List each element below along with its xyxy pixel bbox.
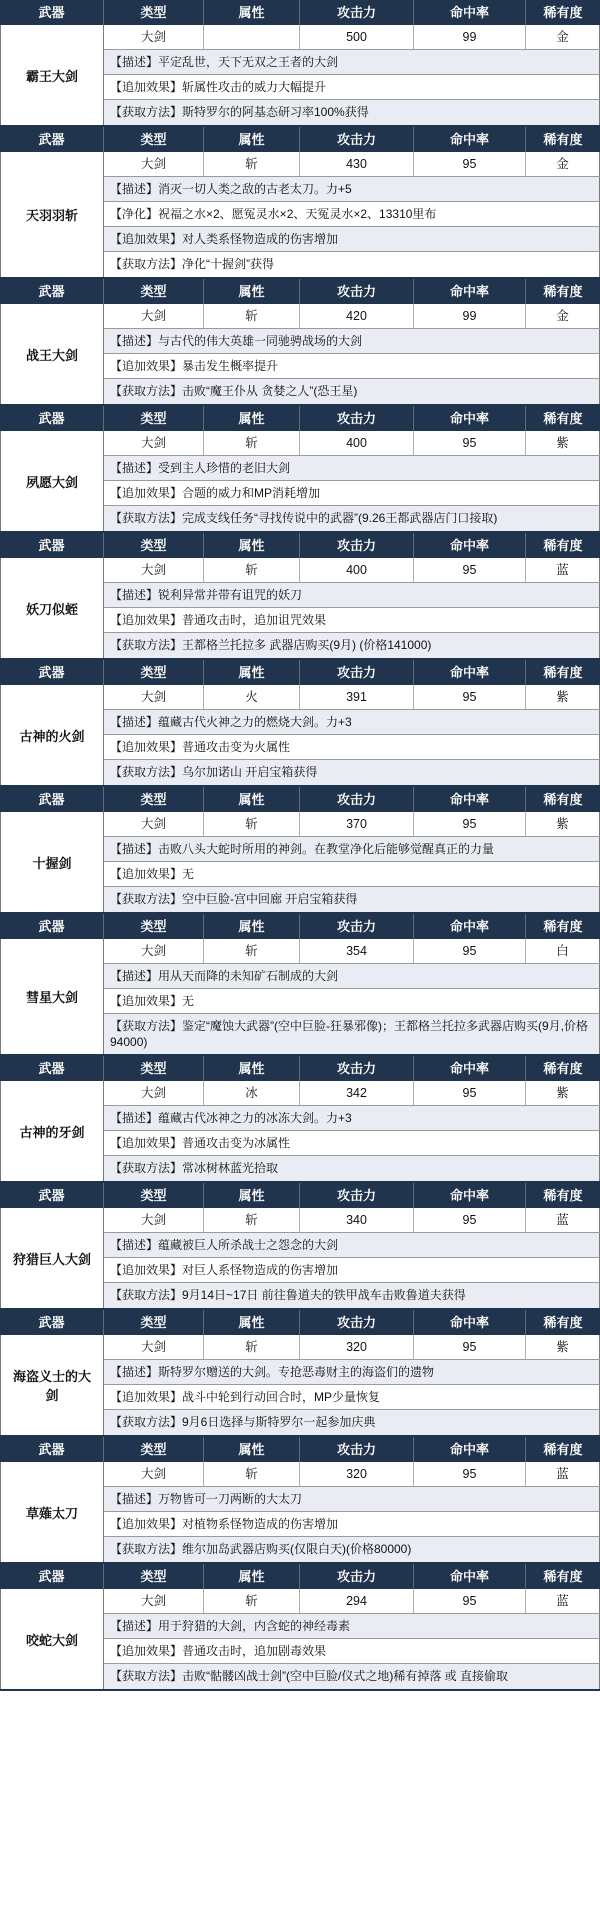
info-row: 【获取方法】击败“骷髅凶战士剑”(空中巨脸/仪式之地)稀有掉落 或 直接偷取: [104, 1664, 600, 1689]
stat-hit: 95: [414, 939, 526, 963]
header-hit: 命中率: [414, 787, 526, 812]
header-weapon: 武器: [0, 406, 104, 431]
stat-atk: 500: [300, 25, 414, 49]
header-rarity: 稀有度: [526, 660, 600, 685]
weapon-block: [0, 1183, 600, 1310]
info-row: 【获取方法】9月14日~17日 前往鲁道夫的铁甲战车击败鲁道夫获得: [104, 1283, 600, 1308]
header-row: [104, 1056, 600, 1081]
header-atk: 攻击力: [300, 533, 414, 558]
stat-atk: 320: [300, 1335, 414, 1359]
stat-type: 大剑: [104, 1462, 204, 1486]
header-weapon: 武器: [0, 1310, 104, 1335]
stat-type: 大剑: [104, 558, 204, 582]
weapon-block: [0, 533, 600, 660]
stat-hit: 95: [414, 152, 526, 176]
header-hit: 命中率: [414, 1437, 526, 1462]
stat-atk: 391: [300, 685, 414, 709]
stat-type: 大剑: [104, 1081, 204, 1105]
header-row: [104, 914, 600, 939]
stat-attr: 斩: [204, 1462, 300, 1486]
weapon-block: [0, 1564, 600, 1691]
weapon-name: 天羽羽斩: [0, 152, 104, 277]
info-row: 【获取方法】维尔加岛武器店购买(仅限白天)(价格80000): [104, 1537, 600, 1562]
stat-rarity: 金: [526, 304, 600, 328]
stat-hit: 95: [414, 1081, 526, 1105]
weapon-block: [0, 1310, 600, 1437]
weapon-details: [104, 152, 600, 277]
header-hit: 命中率: [414, 1310, 526, 1335]
header-atk: 攻击力: [300, 279, 414, 304]
stat-type: 大剑: [104, 685, 204, 709]
header-hit: 命中率: [414, 660, 526, 685]
stat-row: [104, 1462, 600, 1487]
stat-hit: 95: [414, 558, 526, 582]
stat-atk: 430: [300, 152, 414, 176]
header-row: [104, 1310, 600, 1335]
weapon-name: 狩猎巨人大剑: [0, 1208, 104, 1308]
stat-rarity: 金: [526, 25, 600, 49]
stat-atk: 400: [300, 558, 414, 582]
weapon-name: 彗星大剑: [0, 939, 104, 1054]
stat-attr: 斩: [204, 1208, 300, 1232]
stat-type: 大剑: [104, 939, 204, 963]
weapon-details: [104, 25, 600, 125]
stat-attr: 斩: [204, 939, 300, 963]
weapon-block: [0, 1437, 600, 1564]
stat-rarity: 紫: [526, 812, 600, 836]
stat-atk: 320: [300, 1462, 414, 1486]
header-atk: 攻击力: [300, 1310, 414, 1335]
header-row: [104, 1437, 600, 1462]
info-row: 【描述】击败八头大蛇时所用的神剑。在教堂净化后能够觉醒真正的力量: [104, 837, 600, 862]
header-atk: 攻击力: [300, 787, 414, 812]
info-row: 【获取方法】9月6日选择与斯特罗尔一起参加庆典: [104, 1410, 600, 1435]
header-hit: 命中率: [414, 533, 526, 558]
stat-atk: 354: [300, 939, 414, 963]
header-attr: 属性: [204, 914, 300, 939]
header-weapon: 武器: [0, 279, 104, 304]
header-type: 类型: [104, 787, 204, 812]
stat-rarity: 蓝: [526, 1589, 600, 1613]
header-type: 类型: [104, 1310, 204, 1335]
header-weapon: 武器: [0, 787, 104, 812]
stat-atk: 294: [300, 1589, 414, 1613]
header-hit: 命中率: [414, 1183, 526, 1208]
stat-row: [104, 431, 600, 456]
stat-atk: 370: [300, 812, 414, 836]
header-attr: 属性: [204, 279, 300, 304]
header-rarity: 稀有度: [526, 406, 600, 431]
header-row: [104, 533, 600, 558]
header-attr: 属性: [204, 660, 300, 685]
info-row: 【追加效果】普通攻击时，追加剧毒效果: [104, 1639, 600, 1664]
weapon-details: [104, 812, 600, 912]
info-row: 【描述】锐利异常并带有诅咒的妖刀: [104, 583, 600, 608]
header-row: [104, 0, 600, 25]
stat-row: [104, 152, 600, 177]
header-type: 类型: [104, 279, 204, 304]
header-weapon: 武器: [0, 660, 104, 685]
info-row: 【追加效果】普通攻击时，追加诅咒效果: [104, 608, 600, 633]
header-rarity: 稀有度: [526, 0, 600, 25]
stat-attr: 斩: [204, 431, 300, 455]
header-hit: 命中率: [414, 406, 526, 431]
stat-hit: 95: [414, 1589, 526, 1613]
header-attr: 属性: [204, 0, 300, 25]
stat-row: [104, 1081, 600, 1106]
header-atk: 攻击力: [300, 127, 414, 152]
info-row: 【描述】用从天而降的未知矿石制成的大剑: [104, 964, 600, 989]
stat-type: 大剑: [104, 812, 204, 836]
weapon-block: [0, 660, 600, 787]
stat-rarity: 紫: [526, 1335, 600, 1359]
info-row: 【描述】平定乱世，天下无双之王者的大剑: [104, 50, 600, 75]
header-weapon: 武器: [0, 1056, 104, 1081]
info-row: 【获取方法】鉴定“魔蚀大武器”(空中巨脸-狂暴邪像)；王都格兰托拉多武器店购买(9月,价格94000): [104, 1014, 600, 1054]
weapon-block: [0, 914, 600, 1056]
header-type: 类型: [104, 0, 204, 25]
header-row: [104, 1564, 600, 1589]
weapon-name: 古神的牙剑: [0, 1081, 104, 1181]
stat-hit: 99: [414, 304, 526, 328]
stat-rarity: 紫: [526, 1081, 600, 1105]
header-attr: 属性: [204, 406, 300, 431]
weapon-block: [0, 1056, 600, 1183]
stat-attr: [204, 25, 300, 49]
weapon-name: 海盗义士的大剑: [0, 1335, 104, 1435]
stat-attr: 斩: [204, 558, 300, 582]
weapon-block: [0, 127, 600, 279]
header-hit: 命中率: [414, 914, 526, 939]
header-row: [104, 127, 600, 152]
info-row: 【追加效果】普通攻击变为火属性: [104, 735, 600, 760]
info-row: 【描述】蕴藏被巨人所杀战士之怨念的大剑: [104, 1233, 600, 1258]
header-type: 类型: [104, 1183, 204, 1208]
header-rarity: 稀有度: [526, 1564, 600, 1589]
header-rarity: 稀有度: [526, 279, 600, 304]
header-rarity: 稀有度: [526, 1056, 600, 1081]
header-rarity: 稀有度: [526, 127, 600, 152]
header-attr: 属性: [204, 1437, 300, 1462]
header-hit: 命中率: [414, 127, 526, 152]
header-type: 类型: [104, 1437, 204, 1462]
stat-hit: 95: [414, 685, 526, 709]
header-type: 类型: [104, 1056, 204, 1081]
info-row: 【描述】万物皆可一刀两断的大太刀: [104, 1487, 600, 1512]
weapon-details: [104, 1589, 600, 1689]
info-row: 【描述】消灭一切人类之敌的古老太刀。力+5: [104, 177, 600, 202]
info-row: 【描述】与古代的伟大英雄一同驰骋战场的大剑: [104, 329, 600, 354]
weapon-name: 古神的火剑: [0, 685, 104, 785]
info-row: 【描述】斯特罗尔赠送的大剑。专抢恶毒财主的海盗们的遗物: [104, 1360, 600, 1385]
header-type: 类型: [104, 127, 204, 152]
header-type: 类型: [104, 1564, 204, 1589]
stat-rarity: 紫: [526, 685, 600, 709]
stat-row: [104, 304, 600, 329]
info-row: 【获取方法】常冰树林蓝光拾取: [104, 1156, 600, 1181]
info-row: 【追加效果】暴击发生概率提升: [104, 354, 600, 379]
header-atk: 攻击力: [300, 1056, 414, 1081]
weapon-details: [104, 431, 600, 531]
header-type: 类型: [104, 914, 204, 939]
header-weapon: 武器: [0, 1564, 104, 1589]
info-row: 【获取方法】斯特罗尔的阿基态研习率100%获得: [104, 100, 600, 125]
header-attr: 属性: [204, 1183, 300, 1208]
header-attr: 属性: [204, 787, 300, 812]
stat-attr: 斩: [204, 812, 300, 836]
weapon-name: 十握剑: [0, 812, 104, 912]
weapon-name: 战王大剑: [0, 304, 104, 404]
stat-row: [104, 1335, 600, 1360]
weapon-name: 霸王大剑: [0, 25, 104, 125]
header-weapon: 武器: [0, 533, 104, 558]
stat-hit: 95: [414, 1462, 526, 1486]
stat-atk: 420: [300, 304, 414, 328]
stat-attr: 冰: [204, 1081, 300, 1105]
stat-type: 大剑: [104, 431, 204, 455]
weapon-block: [0, 279, 600, 406]
weapon-name: 夙愿大剑: [0, 431, 104, 531]
header-weapon: 武器: [0, 1437, 104, 1462]
stat-hit: 95: [414, 1335, 526, 1359]
info-row: 【追加效果】无: [104, 989, 600, 1014]
info-row: 【获取方法】完成支线任务“寻找传说中的武器”(9.26王都武器店门口接取): [104, 506, 600, 531]
stat-hit: 95: [414, 431, 526, 455]
header-weapon: 武器: [0, 127, 104, 152]
weapon-block: [0, 787, 600, 914]
header-hit: 命中率: [414, 279, 526, 304]
header-attr: 属性: [204, 1056, 300, 1081]
header-row: [104, 660, 600, 685]
stat-row: [104, 685, 600, 710]
header-attr: 属性: [204, 533, 300, 558]
header-rarity: 稀有度: [526, 787, 600, 812]
header-hit: 命中率: [414, 0, 526, 25]
info-row: 【描述】蕴藏古代火神之力的燃烧大剑。力+3: [104, 710, 600, 735]
stat-attr: 斩: [204, 304, 300, 328]
stat-attr: 斩: [204, 1335, 300, 1359]
header-rarity: 稀有度: [526, 1310, 600, 1335]
stat-rarity: 蓝: [526, 558, 600, 582]
info-row: 【追加效果】对巨人系怪物造成的伤害增加: [104, 1258, 600, 1283]
stat-row: [104, 1208, 600, 1233]
header-row: [104, 279, 600, 304]
info-row: 【描述】用于狩猎的大剑，内含蛇的神经毒素: [104, 1614, 600, 1639]
header-type: 类型: [104, 660, 204, 685]
info-row: 【追加效果】斩属性攻击的威力大幅提升: [104, 75, 600, 100]
stat-row: [104, 812, 600, 837]
stat-row: [104, 939, 600, 964]
info-row: 【描述】受到主人珍惜的老旧大剑: [104, 456, 600, 481]
info-row: 【追加效果】对人类系怪物造成的伤害增加: [104, 227, 600, 252]
stat-attr: 火: [204, 685, 300, 709]
stat-hit: 95: [414, 812, 526, 836]
header-hit: 命中率: [414, 1056, 526, 1081]
stat-type: 大剑: [104, 304, 204, 328]
info-row: 【获取方法】击败“魔王仆从 贪婪之人”(恐王星): [104, 379, 600, 404]
header-atk: 攻击力: [300, 660, 414, 685]
weapon-details: [104, 1081, 600, 1181]
header-hit: 命中率: [414, 1564, 526, 1589]
info-row: 【追加效果】合题的威力和MP消耗增加: [104, 481, 600, 506]
header-row: [104, 1183, 600, 1208]
stat-row: [104, 558, 600, 583]
header-row: [104, 787, 600, 812]
info-row: 【获取方法】净化“十握剑”获得: [104, 252, 600, 277]
stat-type: 大剑: [104, 1208, 204, 1232]
stat-hit: 95: [414, 1208, 526, 1232]
info-row: 【获取方法】空中巨脸-宫中回廊 开启宝箱获得: [104, 887, 600, 912]
stat-atk: 340: [300, 1208, 414, 1232]
stat-type: 大剑: [104, 25, 204, 49]
header-type: 类型: [104, 533, 204, 558]
header-row: [104, 406, 600, 431]
stat-attr: 斩: [204, 1589, 300, 1613]
weapon-details: [104, 1208, 600, 1308]
weapon-details: [104, 558, 600, 658]
weapon-name: 草薙太刀: [0, 1462, 104, 1562]
info-row: 【描述】蕴藏古代冰神之力的冰冻大剑。力+3: [104, 1106, 600, 1131]
stat-attr: 斩: [204, 152, 300, 176]
header-attr: 属性: [204, 1310, 300, 1335]
weapon-details: [104, 1462, 600, 1562]
weapon-block: [0, 406, 600, 533]
header-rarity: 稀有度: [526, 533, 600, 558]
weapon-block: [0, 0, 600, 127]
stat-row: [104, 1589, 600, 1614]
weapon-details: [104, 685, 600, 785]
header-type: 类型: [104, 406, 204, 431]
header-attr: 属性: [204, 127, 300, 152]
header-atk: 攻击力: [300, 406, 414, 431]
stat-type: 大剑: [104, 1589, 204, 1613]
info-row: 【获取方法】乌尔加诺山 开启宝箱获得: [104, 760, 600, 785]
stat-type: 大剑: [104, 152, 204, 176]
stat-rarity: 紫: [526, 431, 600, 455]
stat-hit: 99: [414, 25, 526, 49]
info-row: 【净化】祝福之水×2、愿冤灵水×2、天冤灵水×2、13310里布: [104, 202, 600, 227]
info-row: 【追加效果】对植物系怪物造成的伤害增加: [104, 1512, 600, 1537]
stat-rarity: 金: [526, 152, 600, 176]
weapon-details: [104, 939, 600, 1054]
header-attr: 属性: [204, 1564, 300, 1589]
stat-rarity: 蓝: [526, 1462, 600, 1486]
header-atk: 攻击力: [300, 1564, 414, 1589]
header-rarity: 稀有度: [526, 914, 600, 939]
stat-row: [104, 25, 600, 50]
stat-atk: 400: [300, 431, 414, 455]
header-atk: 攻击力: [300, 914, 414, 939]
stat-atk: 342: [300, 1081, 414, 1105]
stat-rarity: 白: [526, 939, 600, 963]
header-weapon: 武器: [0, 0, 104, 25]
header-weapon: 武器: [0, 1183, 104, 1208]
header-rarity: 稀有度: [526, 1437, 600, 1462]
info-row: 【获取方法】王都格兰托拉多 武器店购买(9月) (价格141000): [104, 633, 600, 658]
weapon-details: [104, 304, 600, 404]
info-row: 【追加效果】普通攻击变为冰属性: [104, 1131, 600, 1156]
stat-type: 大剑: [104, 1335, 204, 1359]
header-weapon: 武器: [0, 914, 104, 939]
weapon-details: [104, 1335, 600, 1435]
weapon-name: 咬蛇大剑: [0, 1589, 104, 1689]
stat-rarity: 蓝: [526, 1208, 600, 1232]
header-atk: 攻击力: [300, 1183, 414, 1208]
header-atk: 攻击力: [300, 1437, 414, 1462]
info-row: 【追加效果】战斗中轮到行动回合时，MP少量恢复: [104, 1385, 600, 1410]
header-rarity: 稀有度: [526, 1183, 600, 1208]
info-row: 【追加效果】无: [104, 862, 600, 887]
header-atk: 攻击力: [300, 0, 414, 25]
weapon-name: 妖刀似蛭: [0, 558, 104, 658]
